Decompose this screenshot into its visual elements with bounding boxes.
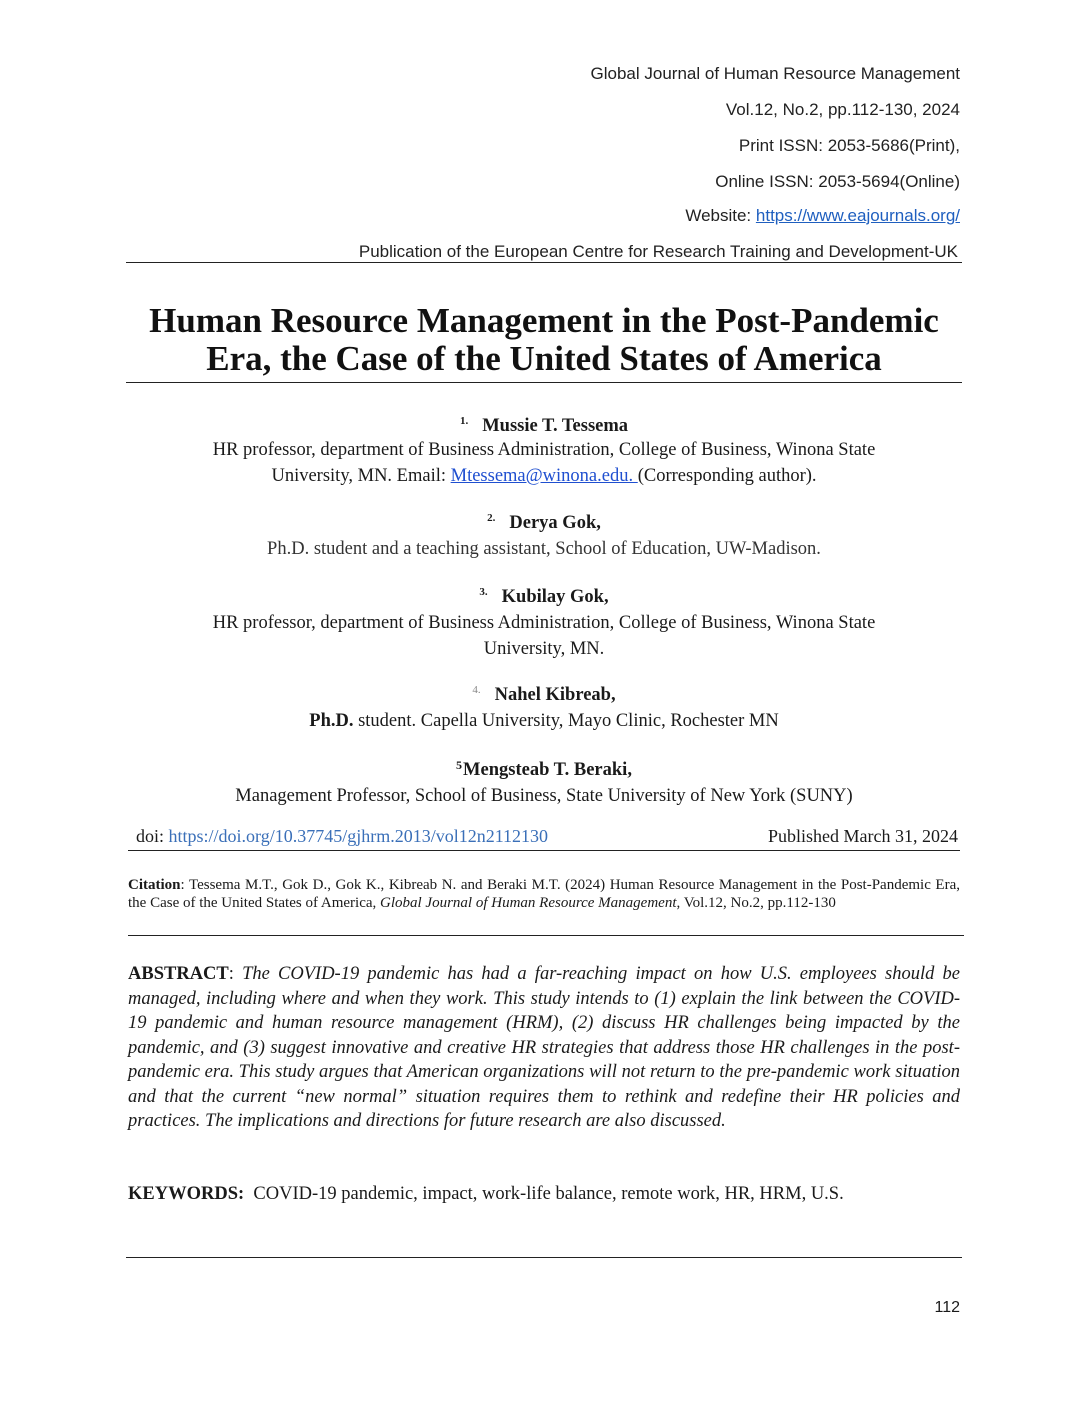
doi-rule xyxy=(128,850,960,851)
abstract-separator: : xyxy=(228,964,243,984)
website-link[interactable]: https://www.eajournals.org/ xyxy=(755,206,960,225)
author-1 xyxy=(126,408,962,489)
author-name: Derya Gok, xyxy=(509,513,601,533)
degree-label: Ph.D. xyxy=(309,711,354,731)
print-issn: Print ISSN: 2053-5686(Print), xyxy=(738,136,960,155)
abstract-text: The COVID-19 pandemic has had a far-reaching impact on how U.S. employees should be managed, including where and when they work. This study intends to (1) explain the link between the COVID-19 pandemic and human resource management (HRM), (2) discuss HR challenges being impacted by the pandemic, and (3) suggest innovative and creative HR strategies that address those HR challenges in the post-pandemic era. This study argues that American organizations will not return to the pre-pandemic work situation and that the current “new normal” situation requires them to rethink and redefine their HR policies and practices. The implications and directions for future research are also discussed. xyxy=(128,964,961,1131)
author-3 xyxy=(126,579,962,662)
author-number: 4. xyxy=(472,684,481,696)
online-issn: Online ISSN: 2053-5694(Online) xyxy=(715,172,960,191)
citation-details: , Vol.12, No.2, pp.112-130 xyxy=(676,895,836,911)
author-affiliation xyxy=(126,708,962,734)
website-line xyxy=(685,206,960,226)
title-line-1: Human Resource Management in the Post-Pandemic xyxy=(149,301,939,340)
website-label: Website: xyxy=(685,206,756,225)
title-line-2: Era, the Case of the United States of America xyxy=(206,339,882,378)
author-name: Kubilay Gok, xyxy=(501,587,609,607)
author-affiliation: Management Professor, School of Business, State University of New York (SUNY) xyxy=(235,786,853,806)
citation-journal: Global Journal of Human Resource Management xyxy=(380,895,677,911)
author-affiliation-line-2 xyxy=(126,463,962,489)
author-number: 2. xyxy=(487,512,496,524)
author-name: Mussie T. Tessema xyxy=(482,416,629,436)
citation-label: Citation xyxy=(128,877,181,893)
affiliation-text: student. Capella University, Mayo Clinic, Rochester MN xyxy=(353,711,779,731)
doi xyxy=(136,826,548,847)
doi-label: doi: xyxy=(136,826,169,846)
author-affiliation-line-2: University, MN. xyxy=(483,639,605,659)
author-number: 3. xyxy=(479,586,488,598)
abstract-label: ABSTRACT xyxy=(128,964,229,984)
abstract xyxy=(128,962,960,1134)
author-4 xyxy=(126,677,962,734)
footer-rule xyxy=(126,1257,962,1258)
author-number: 5 xyxy=(456,758,463,772)
paper-title xyxy=(126,302,962,378)
doi-link[interactable]: https://doi.org/10.37745/gjhrm.2013/vol12n2112130 xyxy=(168,826,549,846)
author-affiliation: HR professor, department of Business Administration, College of Business, Winona State xyxy=(212,440,876,460)
author-2 xyxy=(126,505,962,562)
email-link[interactable]: Mtessema@winona.edu. xyxy=(450,466,638,486)
keywords-label: KEYWORDS: xyxy=(128,1184,245,1204)
keywords-text: COVID-19 pandemic, impact, work-life balance, remote work, HR, HRM, U.S. xyxy=(253,1184,844,1204)
title-rule xyxy=(126,382,962,383)
citation-text: : Tessema M.T., Gok D., Gok K., Kibreab N. and Beraki M.T. (2024) Human Resource Management in the Post-Pandemic Era, the Case of the United States of America, xyxy=(128,877,960,911)
author-name: Mengsteab T. Beraki, xyxy=(463,760,632,780)
journal-volume: Vol.12, No.2, pp.112-130, 2024 xyxy=(725,100,960,119)
author-name: Nahel Kibreab, xyxy=(494,685,616,705)
page-number: 112 xyxy=(934,1299,960,1316)
citation xyxy=(128,876,960,912)
affiliation-suffix: (Corresponding author). xyxy=(637,466,817,486)
header-rule xyxy=(126,262,962,263)
journal-name: Global Journal of Human Resource Management xyxy=(590,64,960,83)
keywords xyxy=(128,1184,960,1205)
citation-rule xyxy=(128,935,964,936)
published-date: Published March 31, 2024 xyxy=(768,826,958,846)
author-affiliation: Ph.D. student and a teaching assistant, School of Education, UW-Madison. xyxy=(267,539,821,559)
affiliation-prefix: University, MN. Email: xyxy=(271,466,451,486)
author-5 xyxy=(126,752,962,809)
publisher-line: Publication of the European Centre for Research Training and Development-UK xyxy=(358,242,958,261)
author-affiliation: HR professor, department of Business Administration, College of Business, Winona State xyxy=(212,613,876,633)
author-number: 1. xyxy=(459,415,469,427)
